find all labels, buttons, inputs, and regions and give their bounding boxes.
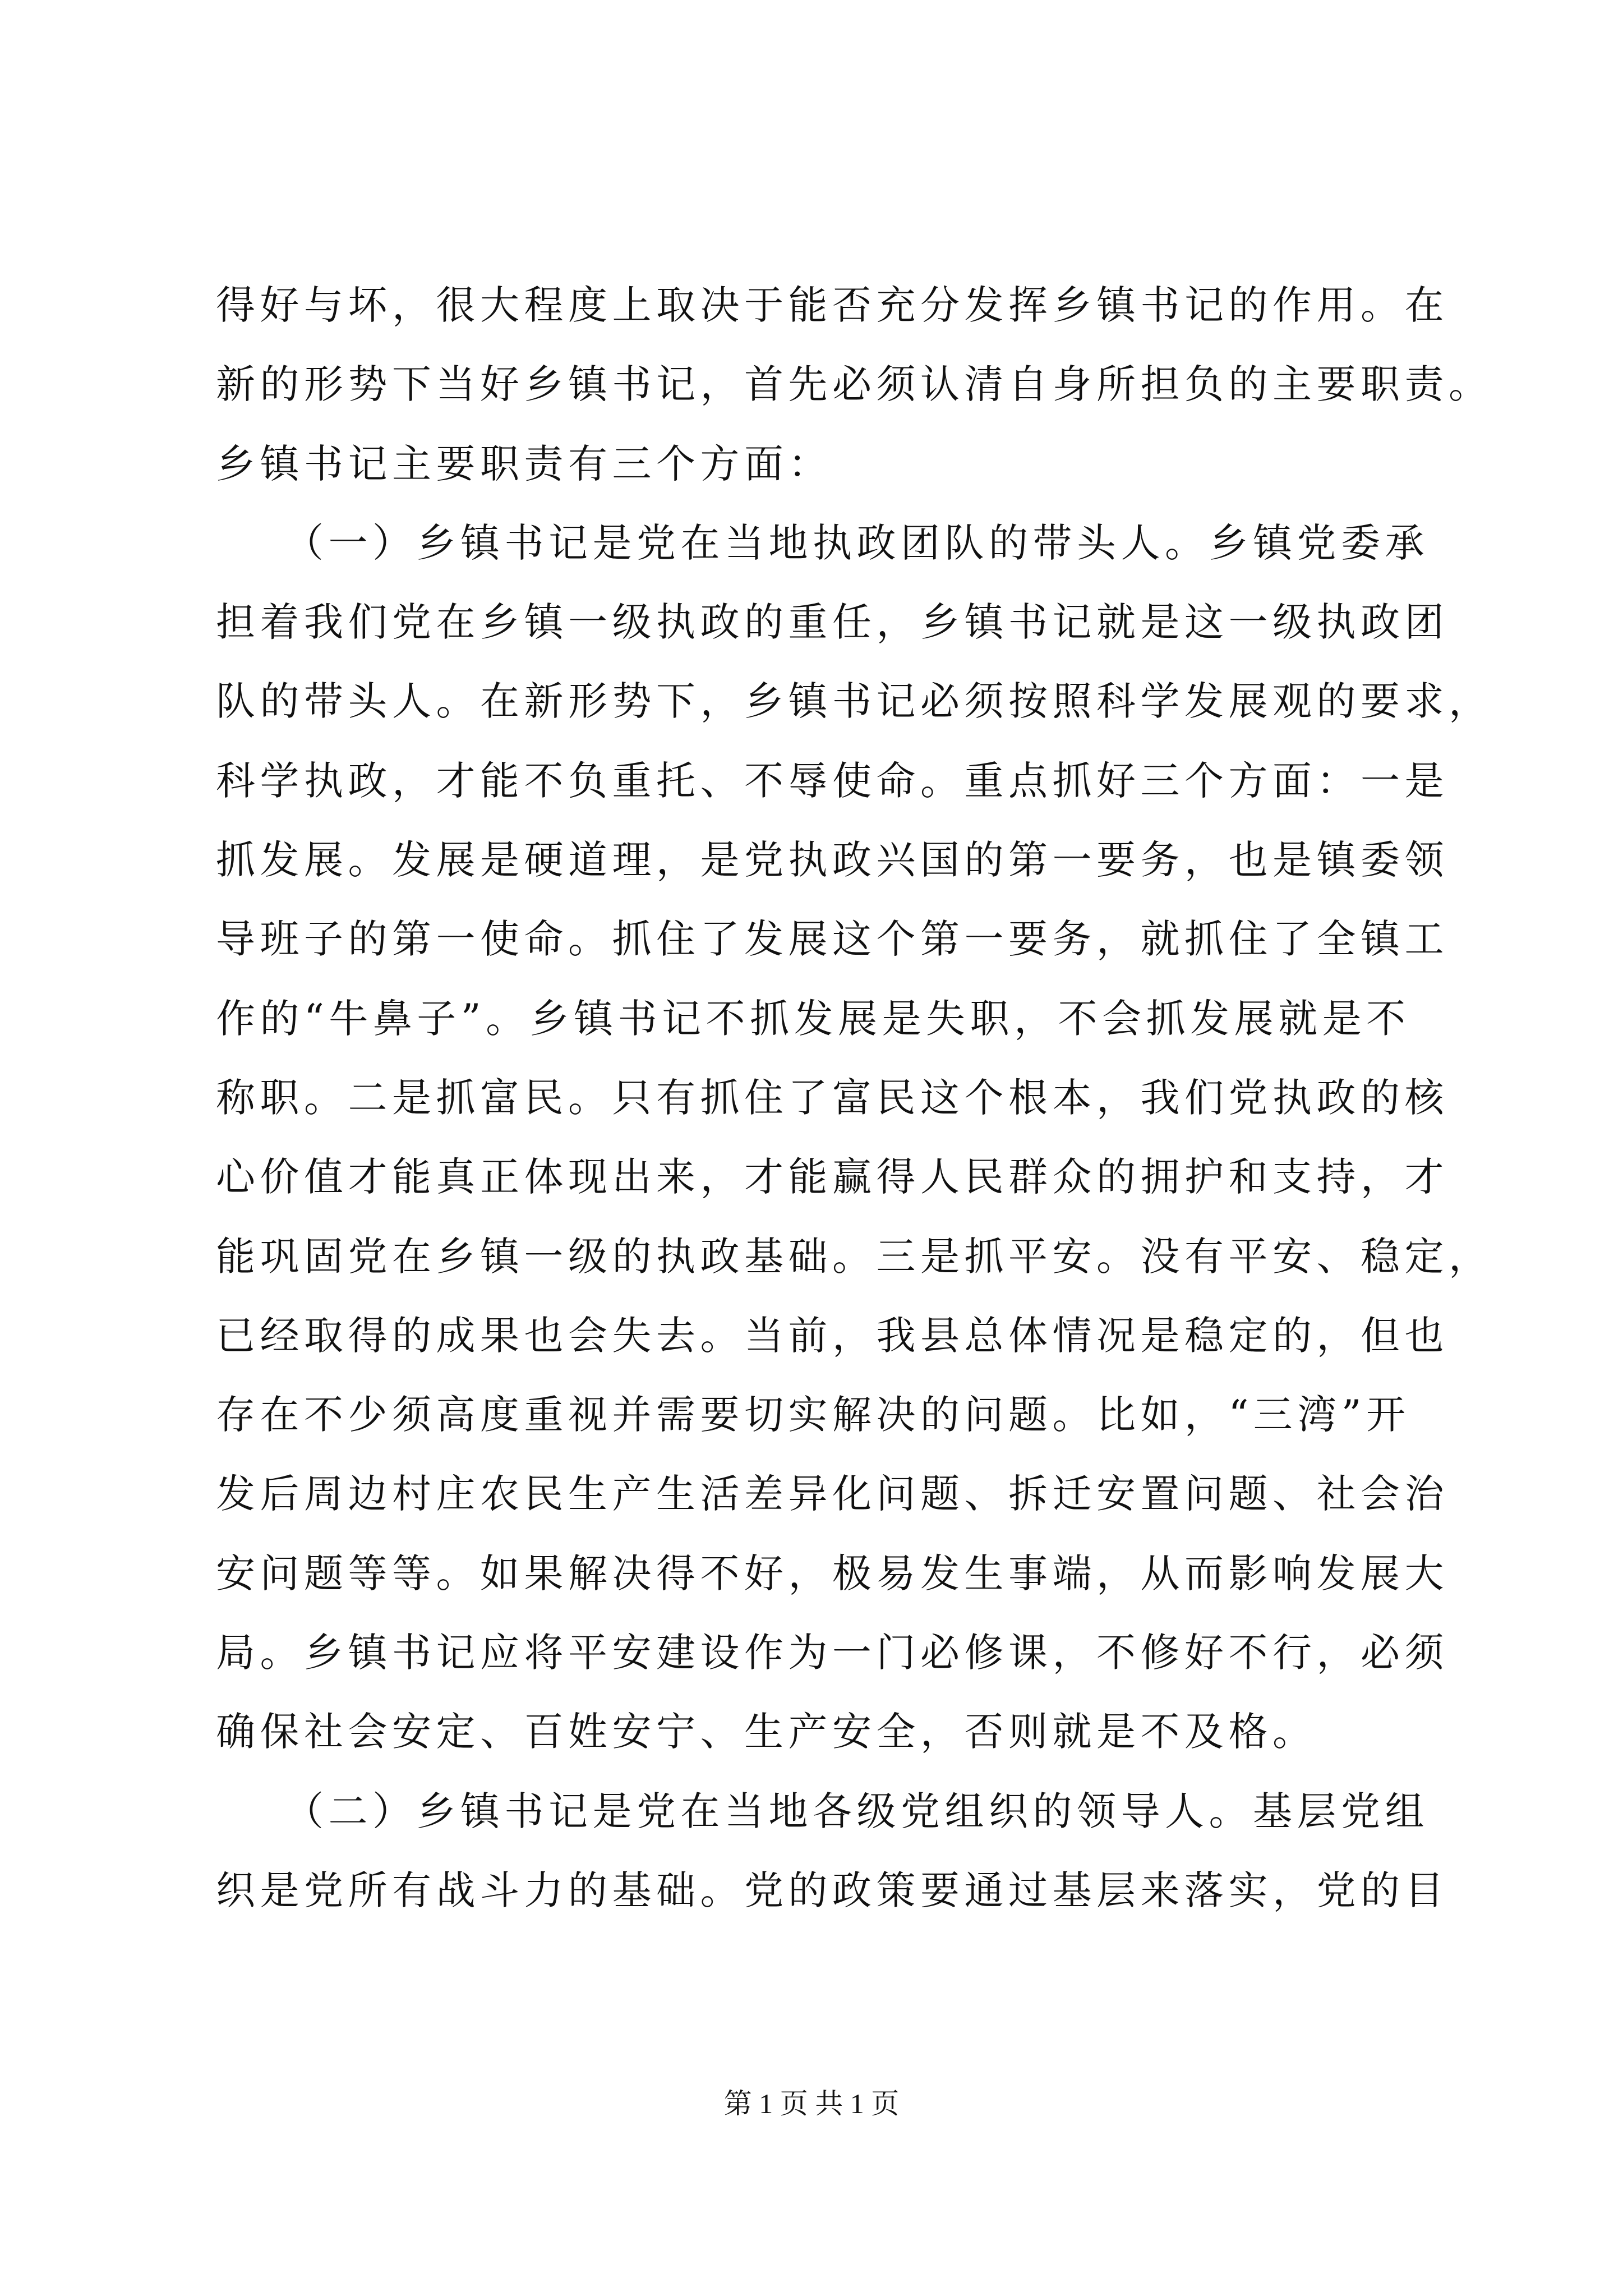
text-line: 发后周边村庄农民生产生活差异化问题、拆迁安置问题、社会治: [216, 1471, 1449, 1517]
text-line: 存在不少须高度重视并需要切实解决的问题。比如，“三湾”开: [216, 1392, 1410, 1438]
text-line: 得好与坏，很大程度上取决于能否充分发挥乡镇书记的作用。在: [216, 282, 1449, 328]
text-line: 新的形势下当好乡镇书记，首先必须认清自身所担负的主要职责。: [216, 361, 1493, 408]
page-footer: [0, 2087, 1623, 2120]
text-line: 科学执政，才能不负重托、不辱使命。重点抓好三个方面：一是: [216, 757, 1449, 804]
text-line: 心价值才能真正体现出来，才能赢得人民群众的拥护和支持，才: [216, 1154, 1449, 1200]
text-line: （一）乡镇书记是党在当地执政团队的带头人。乡镇党委承: [216, 519, 1429, 566]
text-line: 能巩固党在乡镇一级的执政基础。三是抓平安。没有平安、稳定，: [216, 1233, 1493, 1280]
text-line: （二）乡镇书记是党在当地各级党组织的领导人。基层党组: [216, 1788, 1429, 1834]
text-line: 抓发展。发展是硬道理，是党执政兴国的第一要务，也是镇委领: [216, 837, 1449, 884]
text-line: 担着我们党在乡镇一级执政的重任，乡镇书记就是这一级执政团: [216, 599, 1449, 646]
text-line: 织是党所有战斗力的基础。党的政策要通过基层来落实，党的目: [216, 1867, 1449, 1913]
text-line: 队的带头人。在新形势下，乡镇书记必须按照科学发展观的要求，: [216, 678, 1493, 725]
page-number-label: 第 1 页 共 1 页: [723, 2088, 900, 2119]
text-line: 确保社会安定、百姓安宁、生产安全，否则就是不及格。: [216, 1709, 1317, 1755]
text-line: 作的“牛鼻子”。乡镇书记不抓发展是失职，不会抓发展就是不: [216, 995, 1410, 1042]
text-line: 称职。二是抓富民。只有抓住了富民这个根本，我们党执政的核: [216, 1074, 1449, 1121]
text-line: 乡镇书记主要职责有三个方面：: [216, 440, 832, 487]
text-line: 已经取得的成果也会失去。当前，我县总体情况是稳定的，但也: [216, 1312, 1449, 1359]
text-line: 局。乡镇书记应将平安建设作为一门必修课，不修好不行，必须: [216, 1630, 1449, 1676]
text-line: 导班子的第一使命。抓住了发展这个第一要务，就抓住了全镇工: [216, 916, 1449, 963]
text-line: 安问题等等。如果解决得不好，极易发生事端，从而影响发展大: [216, 1550, 1449, 1596]
body-text: [216, 266, 1493, 1930]
